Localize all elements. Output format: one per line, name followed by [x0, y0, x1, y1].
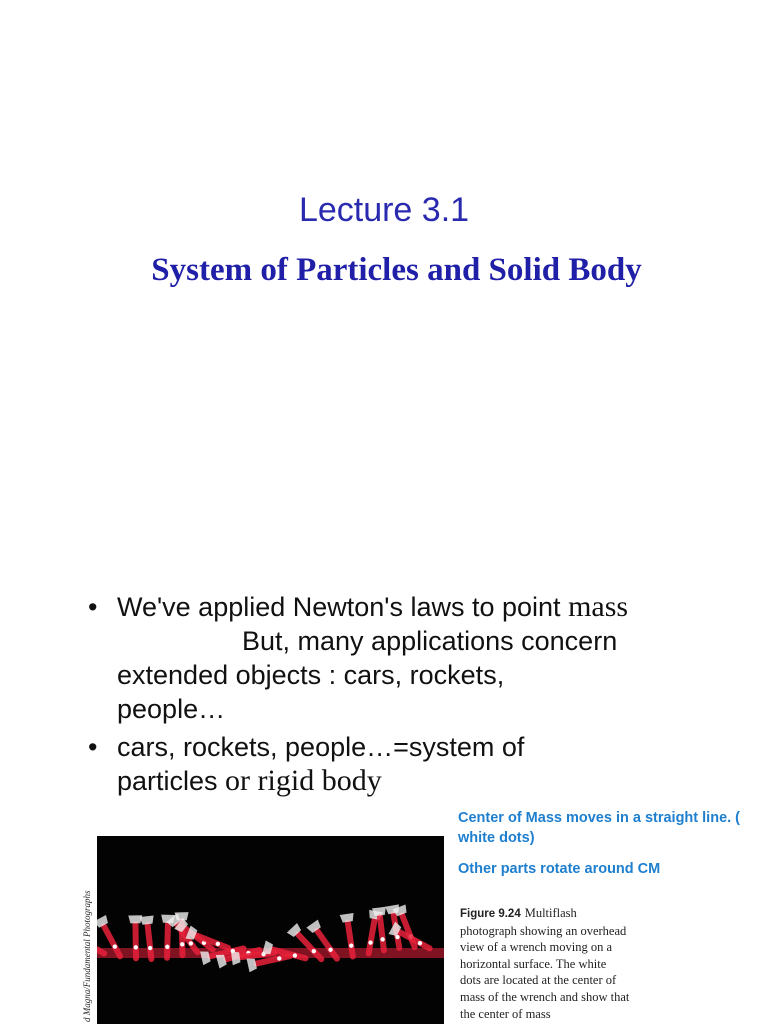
- bullet-text: But, many applications concern: [242, 626, 618, 656]
- figure-caption: [460, 905, 630, 1022]
- rotation-caption: Other parts rotate around CM: [458, 861, 661, 877]
- lecture-number: Lecture 3.1: [298, 191, 470, 229]
- wrench-head: [128, 915, 142, 923]
- bullet-text: particles: [117, 766, 226, 796]
- bullet-icon: •: [88, 592, 98, 622]
- photo-credit: d Magna/Fundamental Photographs: [82, 890, 92, 1022]
- bullet-list: [86, 590, 756, 802]
- figure-caption-text: Multiflash photograph showing an overhead view of a wrench moving on a horizontal surface. The white dots are located at the center of mass of the wrench and show that the center of mass: [460, 906, 630, 1021]
- bullet-text: extended objects : cars, rockets,: [117, 660, 505, 690]
- figure-label: Figure 9.24: [460, 908, 521, 920]
- bullet-item-newton: [86, 590, 756, 726]
- bullet-icon: •: [88, 732, 98, 762]
- page-title: System of Particles and Solid Body: [151, 252, 642, 288]
- wrench-handle: [164, 921, 171, 961]
- wrench-handle: [132, 921, 139, 961]
- bullet-text-serif: or rigid body: [225, 764, 382, 797]
- bullet-item-system: [86, 730, 756, 798]
- bullet-text: We've applied Newton's laws to point: [117, 592, 569, 622]
- wrench-multiflash-photo: [97, 836, 444, 1024]
- wrench-photo-drawing: [97, 836, 444, 1024]
- bullet-text: people…: [117, 694, 226, 724]
- bullet-text-serif: mass: [568, 590, 629, 623]
- bullet-text: cars, rockets, people…=system of: [117, 732, 525, 762]
- center-of-mass-caption: Center of Mass moves in a straight line. ( white dots): [458, 810, 741, 846]
